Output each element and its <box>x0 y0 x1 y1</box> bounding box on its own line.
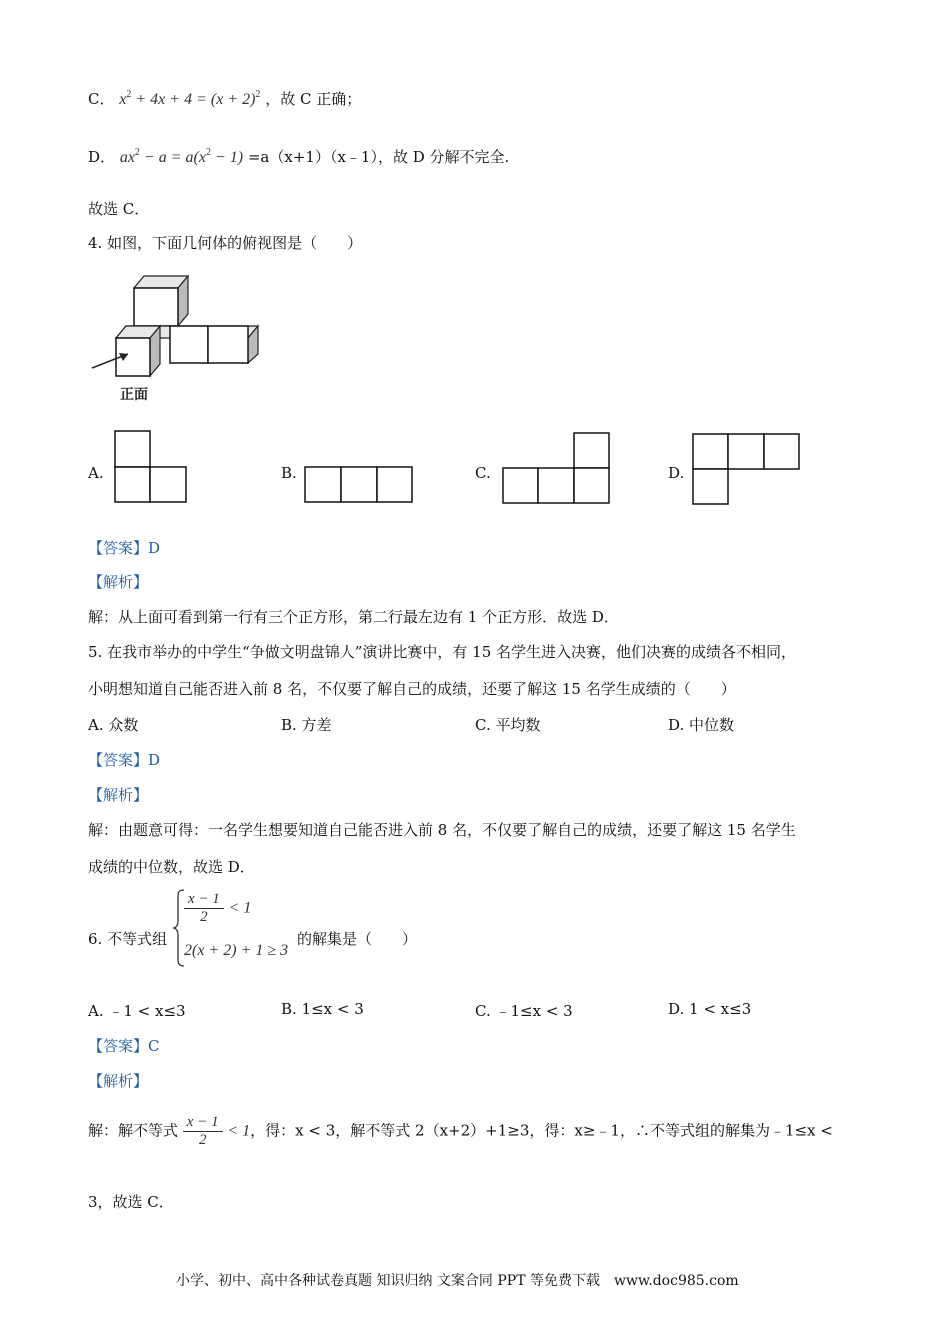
equation-c: $x^2 + 4x + 4 = (x + 2)^2$ <box>119 89 261 108</box>
square <box>503 468 538 503</box>
conclusion: 故选 C． <box>88 200 150 218</box>
square <box>574 468 609 503</box>
front-label: 正面 <box>120 387 148 403</box>
q6-solution-line1: 解：解不等式 $\frac{x - 1}{2}$ < 1，得：x < 3，解不等式 2（x+2）+1≥3，得：x≥﹣1，∴不等式组的解集为﹣1≤x < <box>88 1114 833 1148</box>
q6-option-c: C. ﹣1≤x < 3 <box>475 1002 573 1020</box>
square <box>341 467 377 502</box>
q4-option-b-figure <box>304 466 414 504</box>
q4-option-a-label: A. <box>88 464 104 482</box>
q4-option-b-label: B. <box>281 464 297 482</box>
q6-answer: 【答案】C <box>88 1037 160 1055</box>
q6-stem-pre: 6. 不等式组 <box>88 930 168 948</box>
q5-option-c: C. 平均数 <box>475 716 541 734</box>
square <box>115 431 150 467</box>
square <box>693 469 728 504</box>
solid-figure <box>88 272 268 407</box>
option-c-line <box>88 88 361 109</box>
q5-option-b: B. 方差 <box>281 716 332 734</box>
q6-solution-line2: 3，故选 C． <box>88 1193 174 1211</box>
square <box>377 467 412 502</box>
q5-option-a: A. 众数 <box>88 716 139 734</box>
square <box>574 433 609 468</box>
square <box>115 467 150 502</box>
square <box>728 434 764 469</box>
q5-analysis-line1: 解：由题意可得：一名学生想要知道自己能否进入前 8 名，不仅要了解自己的成绩，还要了解这 15 名学生 <box>88 821 796 839</box>
q4-option-c-figure <box>502 432 612 506</box>
option-label: C． <box>88 90 115 108</box>
q5-option-d: D. 中位数 <box>668 716 735 734</box>
cube-front-face <box>134 288 178 326</box>
square <box>538 468 574 503</box>
square <box>150 467 186 502</box>
page-footer: 小学、初中、高中各种试卷真题 知识归纳 文案合同 PPT 等免费下载 www.doc985.com <box>176 1273 739 1289</box>
equation-d: $ax^2 - a = a(x^2 - 1)$ <box>119 147 244 166</box>
fraction: $\frac{x - 1}{2}$ <box>184 891 224 926</box>
q5-stem-line2: 小明想知道自己能否进入前 8 名，不仅要了解自己的成绩，还要了解这 15 名学生成绩的（ ） <box>88 680 736 698</box>
square <box>693 434 728 469</box>
cube-front-face <box>208 326 248 363</box>
q5-stem-line1: 5. 在我市举办的中学生“争做文明盘锦人”演讲比赛中，有 15 名学生进入决赛，他们决赛的成绩各不相同， <box>88 643 797 661</box>
q4-option-a-figure <box>114 430 188 504</box>
conclusion-text: ，故 C 正确； <box>265 90 362 108</box>
q6-option-d: D. 1 < x≤3 <box>668 1000 752 1018</box>
q4-option-d-label: D. <box>668 464 685 482</box>
cube-front-face <box>170 326 208 363</box>
q6-analysis-tag: 【解析】 <box>88 1072 149 1090</box>
q4-analysis: 解：从上面可看到第一行有三个正方形，第二行最左边有 1 个正方形．故选 D． <box>88 608 619 626</box>
inequality-1: $\frac{x - 1}{2}$ < 1 <box>184 891 251 926</box>
q4-option-c-label: C. <box>475 464 491 482</box>
q6-option-a: A. ﹣1 < x≤3 <box>88 1002 186 1020</box>
q5-analysis-line2: 成绩的中位数，故选 D． <box>88 858 255 876</box>
option-d-line <box>88 146 509 167</box>
q4-analysis-tag: 【解析】 <box>88 573 149 591</box>
q4-option-d-figure <box>692 433 802 507</box>
q6-stem-post: 的解集是（ ） <box>297 930 418 948</box>
q5-answer: 【答案】D <box>88 751 161 769</box>
option-label: D． <box>88 148 116 166</box>
conclusion-text: =a（x+1）（x﹣1），故 D 分解不完全. <box>247 148 510 166</box>
square <box>305 467 341 502</box>
q4-stem: 4. 如图，下面几何体的俯视图是（ ） <box>88 234 363 252</box>
inequality-2: 2(x + 2) + 1 ≥ 3 <box>184 942 289 959</box>
q6-option-b: B. 1≤x < 3 <box>281 1000 364 1018</box>
fraction: $\frac{x - 1}{2}$ <box>183 1114 223 1149</box>
q5-analysis-tag: 【解析】 <box>88 786 149 804</box>
square <box>764 434 799 469</box>
q4-answer: 【答案】D <box>88 539 161 557</box>
